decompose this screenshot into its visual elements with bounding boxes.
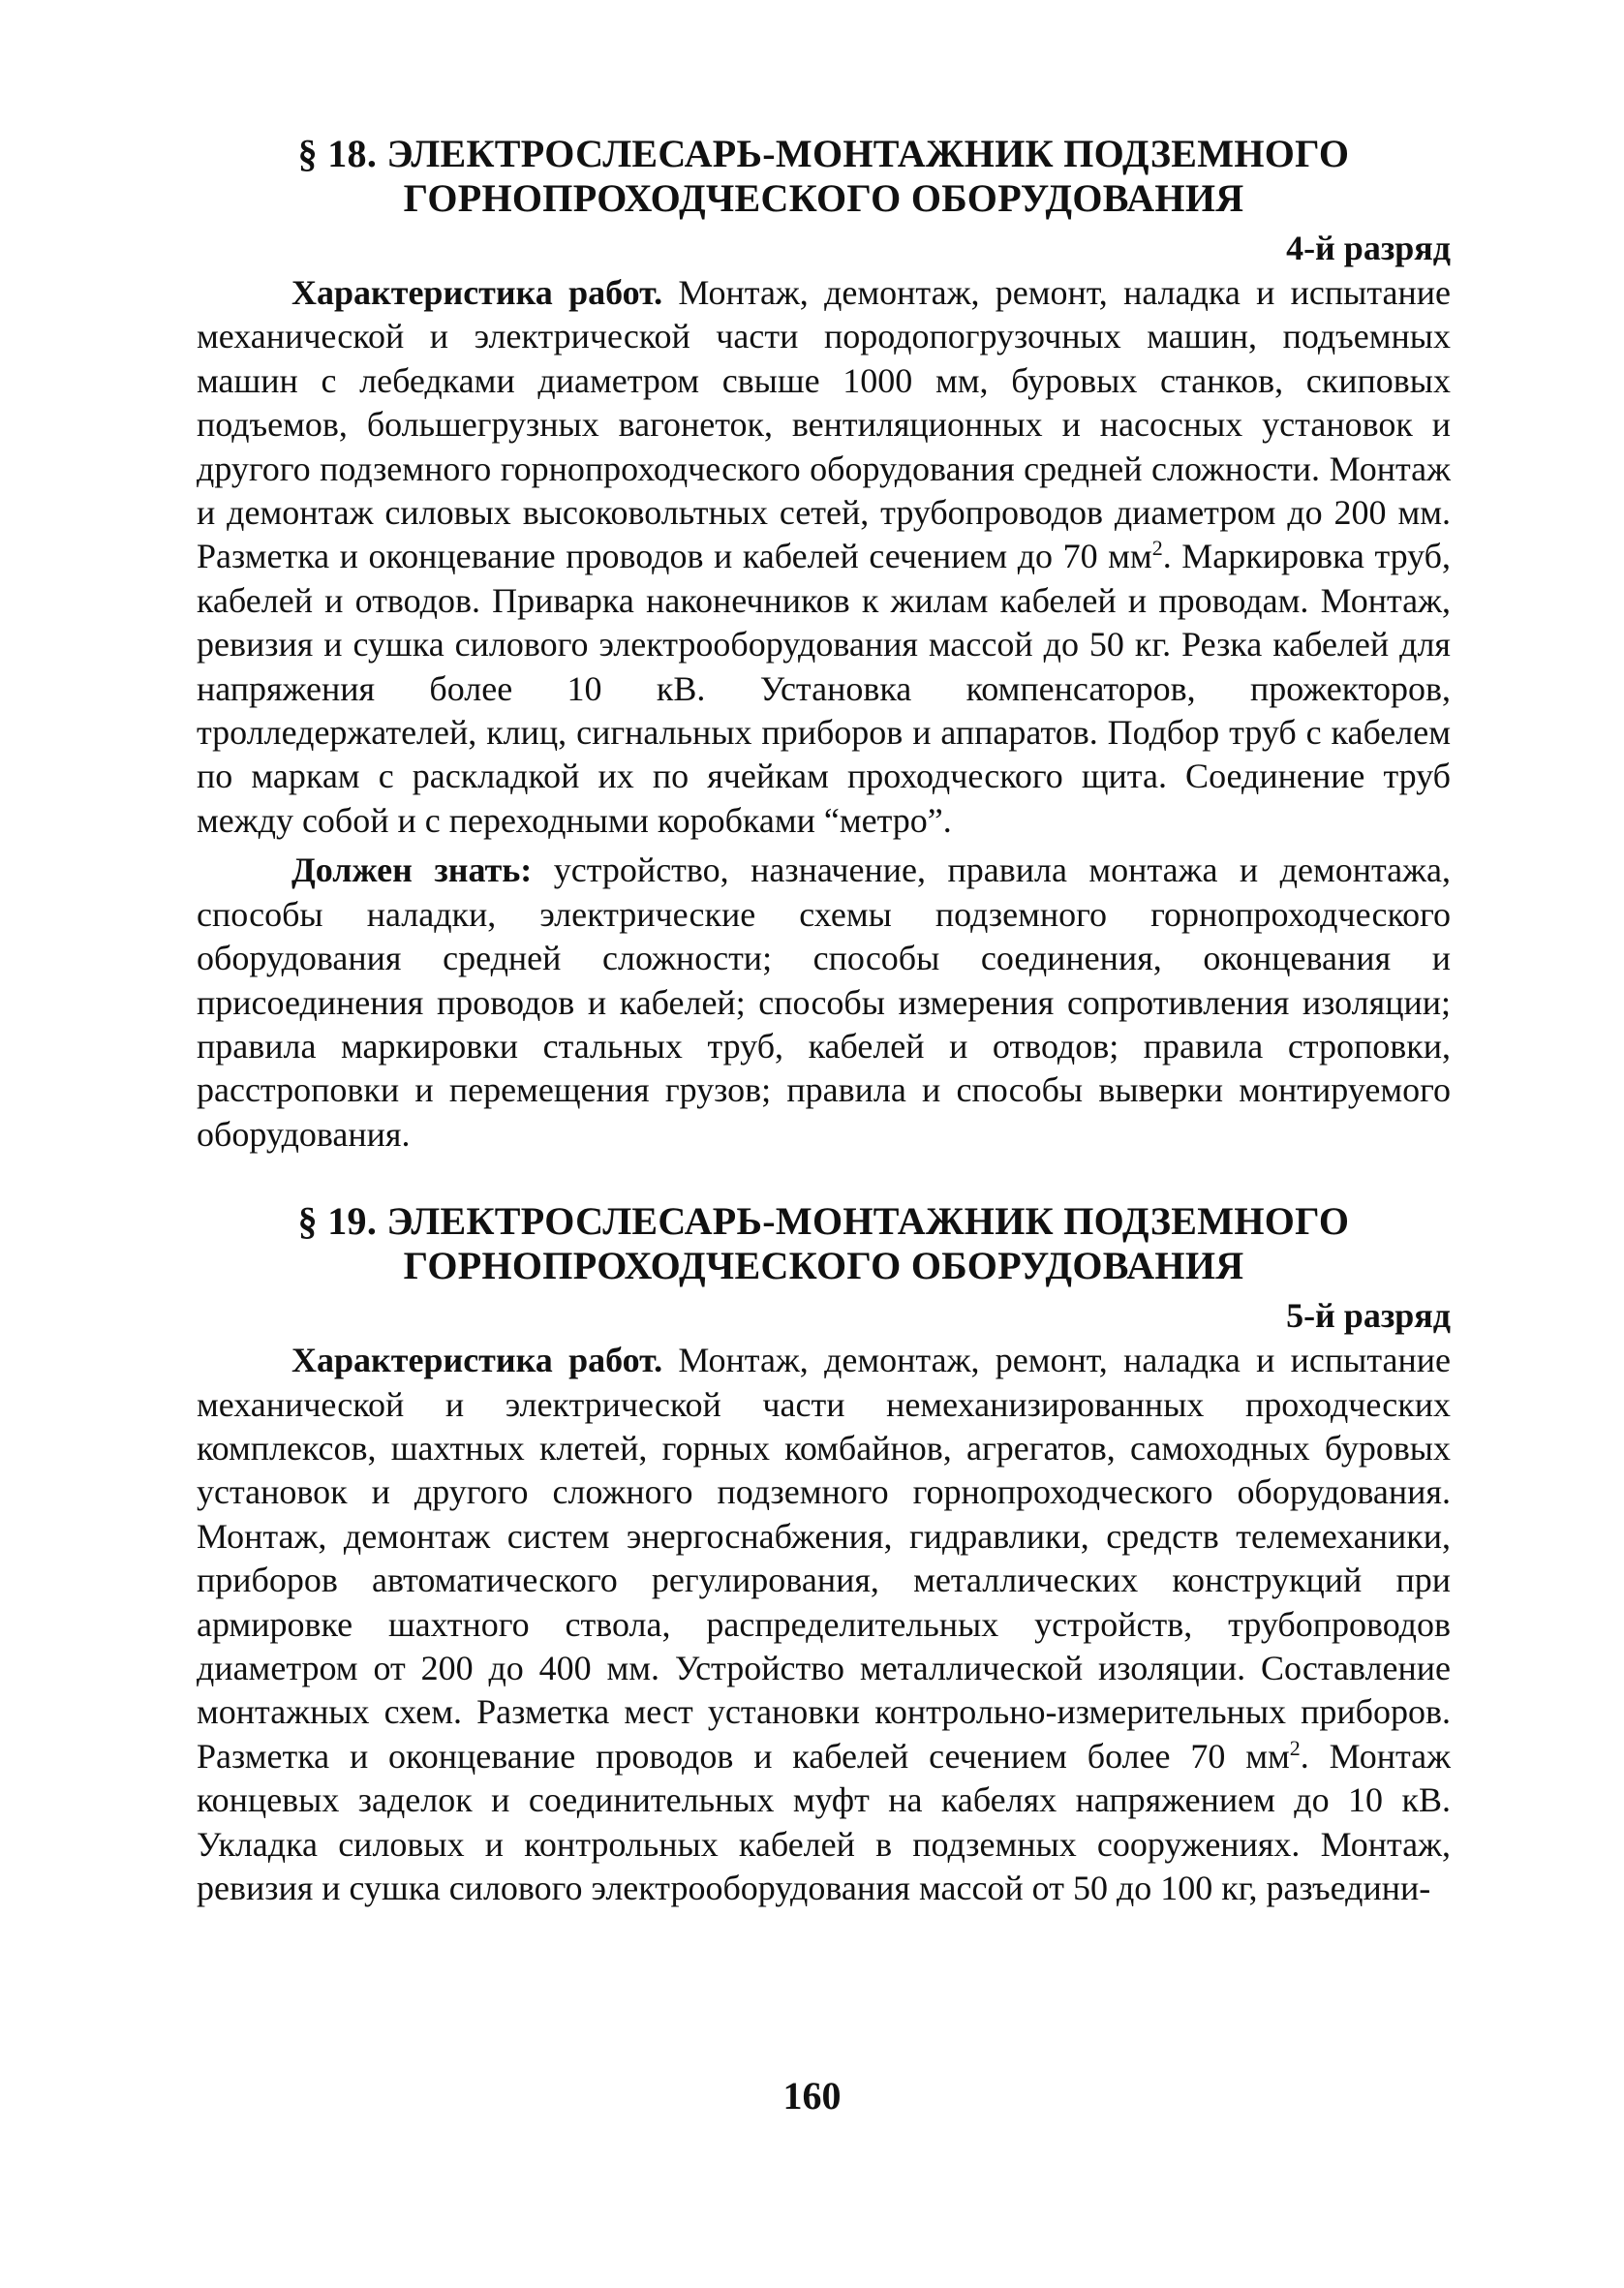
section-18-work-text: Монтаж, демонтаж, ремонт, наладка и испытание механической и электрической части породопогрузочных машин, подъемных машин с лебедками диаметром свыше 1000 мм, буровых станков, скиповых подъемов, большегрузных вагонеток, вентиляционных и насосных установок и другого подземного горнопроходческого оборудования средней сложности. Монтаж и демонтаж силовых высоковольтных сетей, трубопроводов диаметром до 200 мм. Разметка и оконцевание проводов и кабелей сечением до 70 мм [197,273,1451,576]
section-19-work-text: Монтаж, демонтаж, ремонт, наладка и испытание механической и электрической части немеханизированных проходческих комплексов, шахтных клетей, горных комбайнов, агрегатов, самоходных буровых установок и другого сложного подземного горнопроходческого оборудования. Монтаж, демонтаж систем энергоснабжения, гидравлики, средств телемеханики, приборов автоматического регулирования, металлических конструкций при армировке шахтного ствола, распределительных устройств, трубопроводов диаметром от 200 до 400 мм. Устройство металлической изоляции. Составление монтажных схем. Разметка мест установки контрольно-измерительных приборов. Разметка и оконцевание проводов и кабелей сечением более 70 мм [197,1341,1451,1776]
section-18-know-label: Должен знать: [291,850,533,890]
section-19-work-text-after: . Монтаж концевых заделок и соединительных муфт на кабелях напряжением до 10 кВ. Укладка силовых и контрольных кабелей в подземных сооружениях. Монтаж, ревизия и сушка силового электрооборудования массой от 50 до 100 кг, разъедини- [197,1736,1451,1907]
section-18-heading-line-2: ГОРНОПРОХОДЧЕСКОГО ОБОРУДОВАНИЯ [403,176,1244,220]
section-18-work-characteristics [197,271,1451,843]
page-number: 160 [782,2074,842,2118]
section-19-work-characteristics [197,1339,1451,1910]
section-19-work-superscript: 2 [1289,1735,1301,1760]
section-18-work-superscript: 2 [1151,536,1163,561]
text-column [197,132,1451,1910]
section-19-work-label: Характеристика работ. [291,1341,663,1380]
section-18-know-text: устройство, назначение, правила монтажа и демонтажа, способы наладки, электрические схемы подземного горнопроходческого оборудования средней сложности; способы соединения, оконцевания и присоединения проводов и кабелей; способы измерения сопротивления изоляции; правила маркировки стальных труб, кабелей и отводов; правила строповки, расстроповки и перемещения грузов; правила и способы выверки монтируемого оборудования. [197,850,1452,1154]
section-18-work-label: Характеристика работ. [291,273,663,312]
section-18-must-know [197,849,1451,1157]
section-19-heading-line-1: § 19. ЭЛЕКТРОСЛЕСАРЬ-МОНТАЖНИК ПОДЗЕМНОГО [297,1199,1350,1244]
section-18-heading-line-1: § 18. ЭЛЕКТРОСЛЕСАРЬ-МОНТАЖНИК ПОДЗЕМНОГО [297,132,1350,175]
section-19-heading-line-2: ГОРНОПРОХОДЧЕСКОГО ОБОРУДОВАНИЯ [403,1244,1244,1288]
section-19 [197,1199,1451,1910]
section-18-work-text-after: . Маркировка труб, кабелей и отводов. Приварка наконечников к жилам кабелей и проводам. Монтаж, ревизия и сушка силового электрооборудования массой до 50 кг. Резка кабелей для напряжения более 10 кВ. Установка компенсаторов, прожекторов, тролледержателей, клиц, сигнальных приборов и аппаратов. Подбор труб с кабелем по маркам с раскладкой их по ячейкам проходческого щита. Соединение труб между собой и с переходными коробками “метро”. [197,537,1451,840]
section-18-grade: 4-й разряд [1286,229,1451,267]
section-19-grade: 5-й разряд [1286,1296,1451,1336]
section-18 [197,132,1451,1157]
